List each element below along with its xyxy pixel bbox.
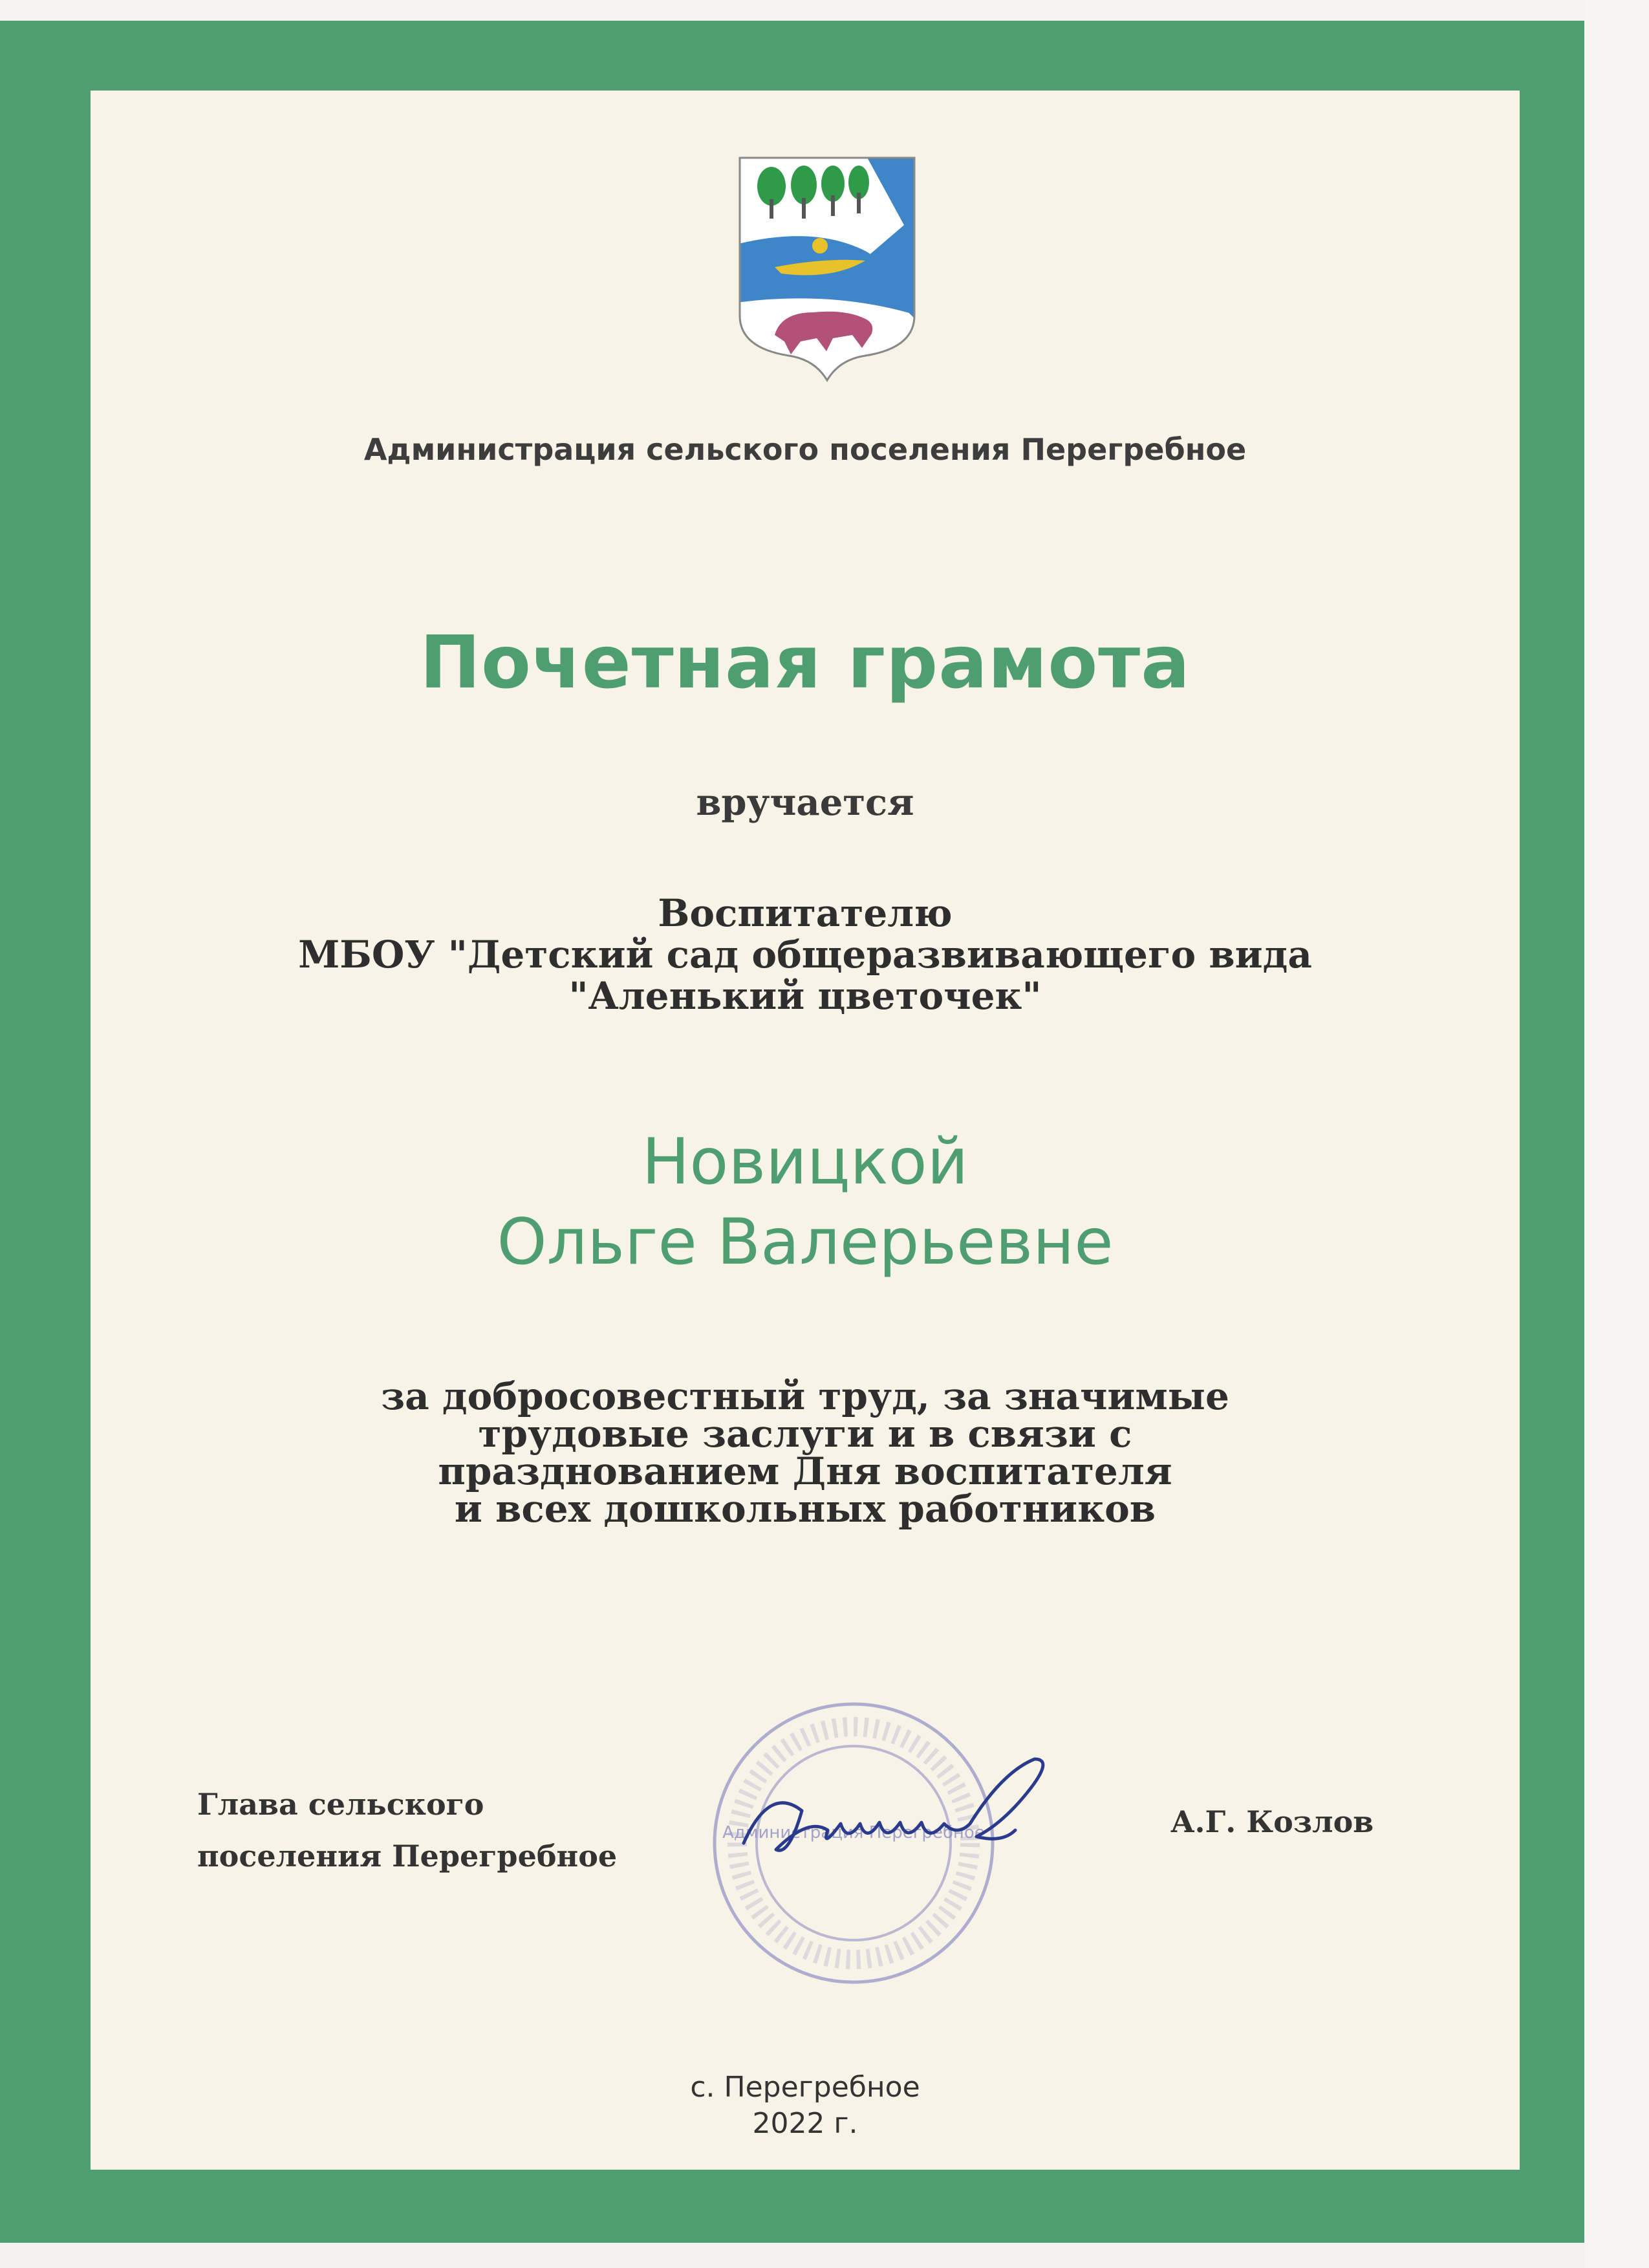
reason-line: и всех дошкольных работников [454,1487,1156,1531]
place-and-year [91,2069,1520,2142]
recipient-surname: Новицкой [641,1125,969,1199]
certificate-title: Почетная грамота [420,621,1191,705]
recipient-org-line2: "Аленький цветочек" [568,974,1042,1018]
reason-line: празднованием Дня воспитателя [438,1449,1172,1493]
scan-right-edge [1584,0,1649,2268]
stamp-text: Администрация Перегребное [722,1823,985,1842]
reason-line: трудовые заслуги и в связи с [478,1412,1132,1456]
award-reason [91,1374,1520,1531]
recipient-given-names: Ольге Валерьевне [497,1205,1114,1279]
recipient-name [91,1122,1520,1282]
signatory-title-line2: поселения Перегребное [197,1839,618,1874]
signatory-name: А.Г. Козлов [1170,1804,1374,1839]
signatory-title [197,1778,617,1882]
recipient-block [91,892,1520,1017]
presented-label: вручается [696,781,914,824]
scan-top-edge [0,0,1649,21]
recipient-org-line1: МБОУ "Детский сад общеразвивающего вида [298,933,1312,977]
year: 2022 г. [752,2107,858,2140]
reason-line: за добросовестный труд, за значимые [381,1374,1229,1418]
signatory-title-line1: Глава сельского [197,1787,484,1822]
handwritten-signature [731,1746,1067,1888]
place: с. Перегребное [690,2071,920,2104]
coat-of-arms-icon [736,154,918,387]
issuer-heading: Администрация сельского поселения Перегребное [363,432,1247,467]
recipient-position: Воспитателю [658,891,953,935]
